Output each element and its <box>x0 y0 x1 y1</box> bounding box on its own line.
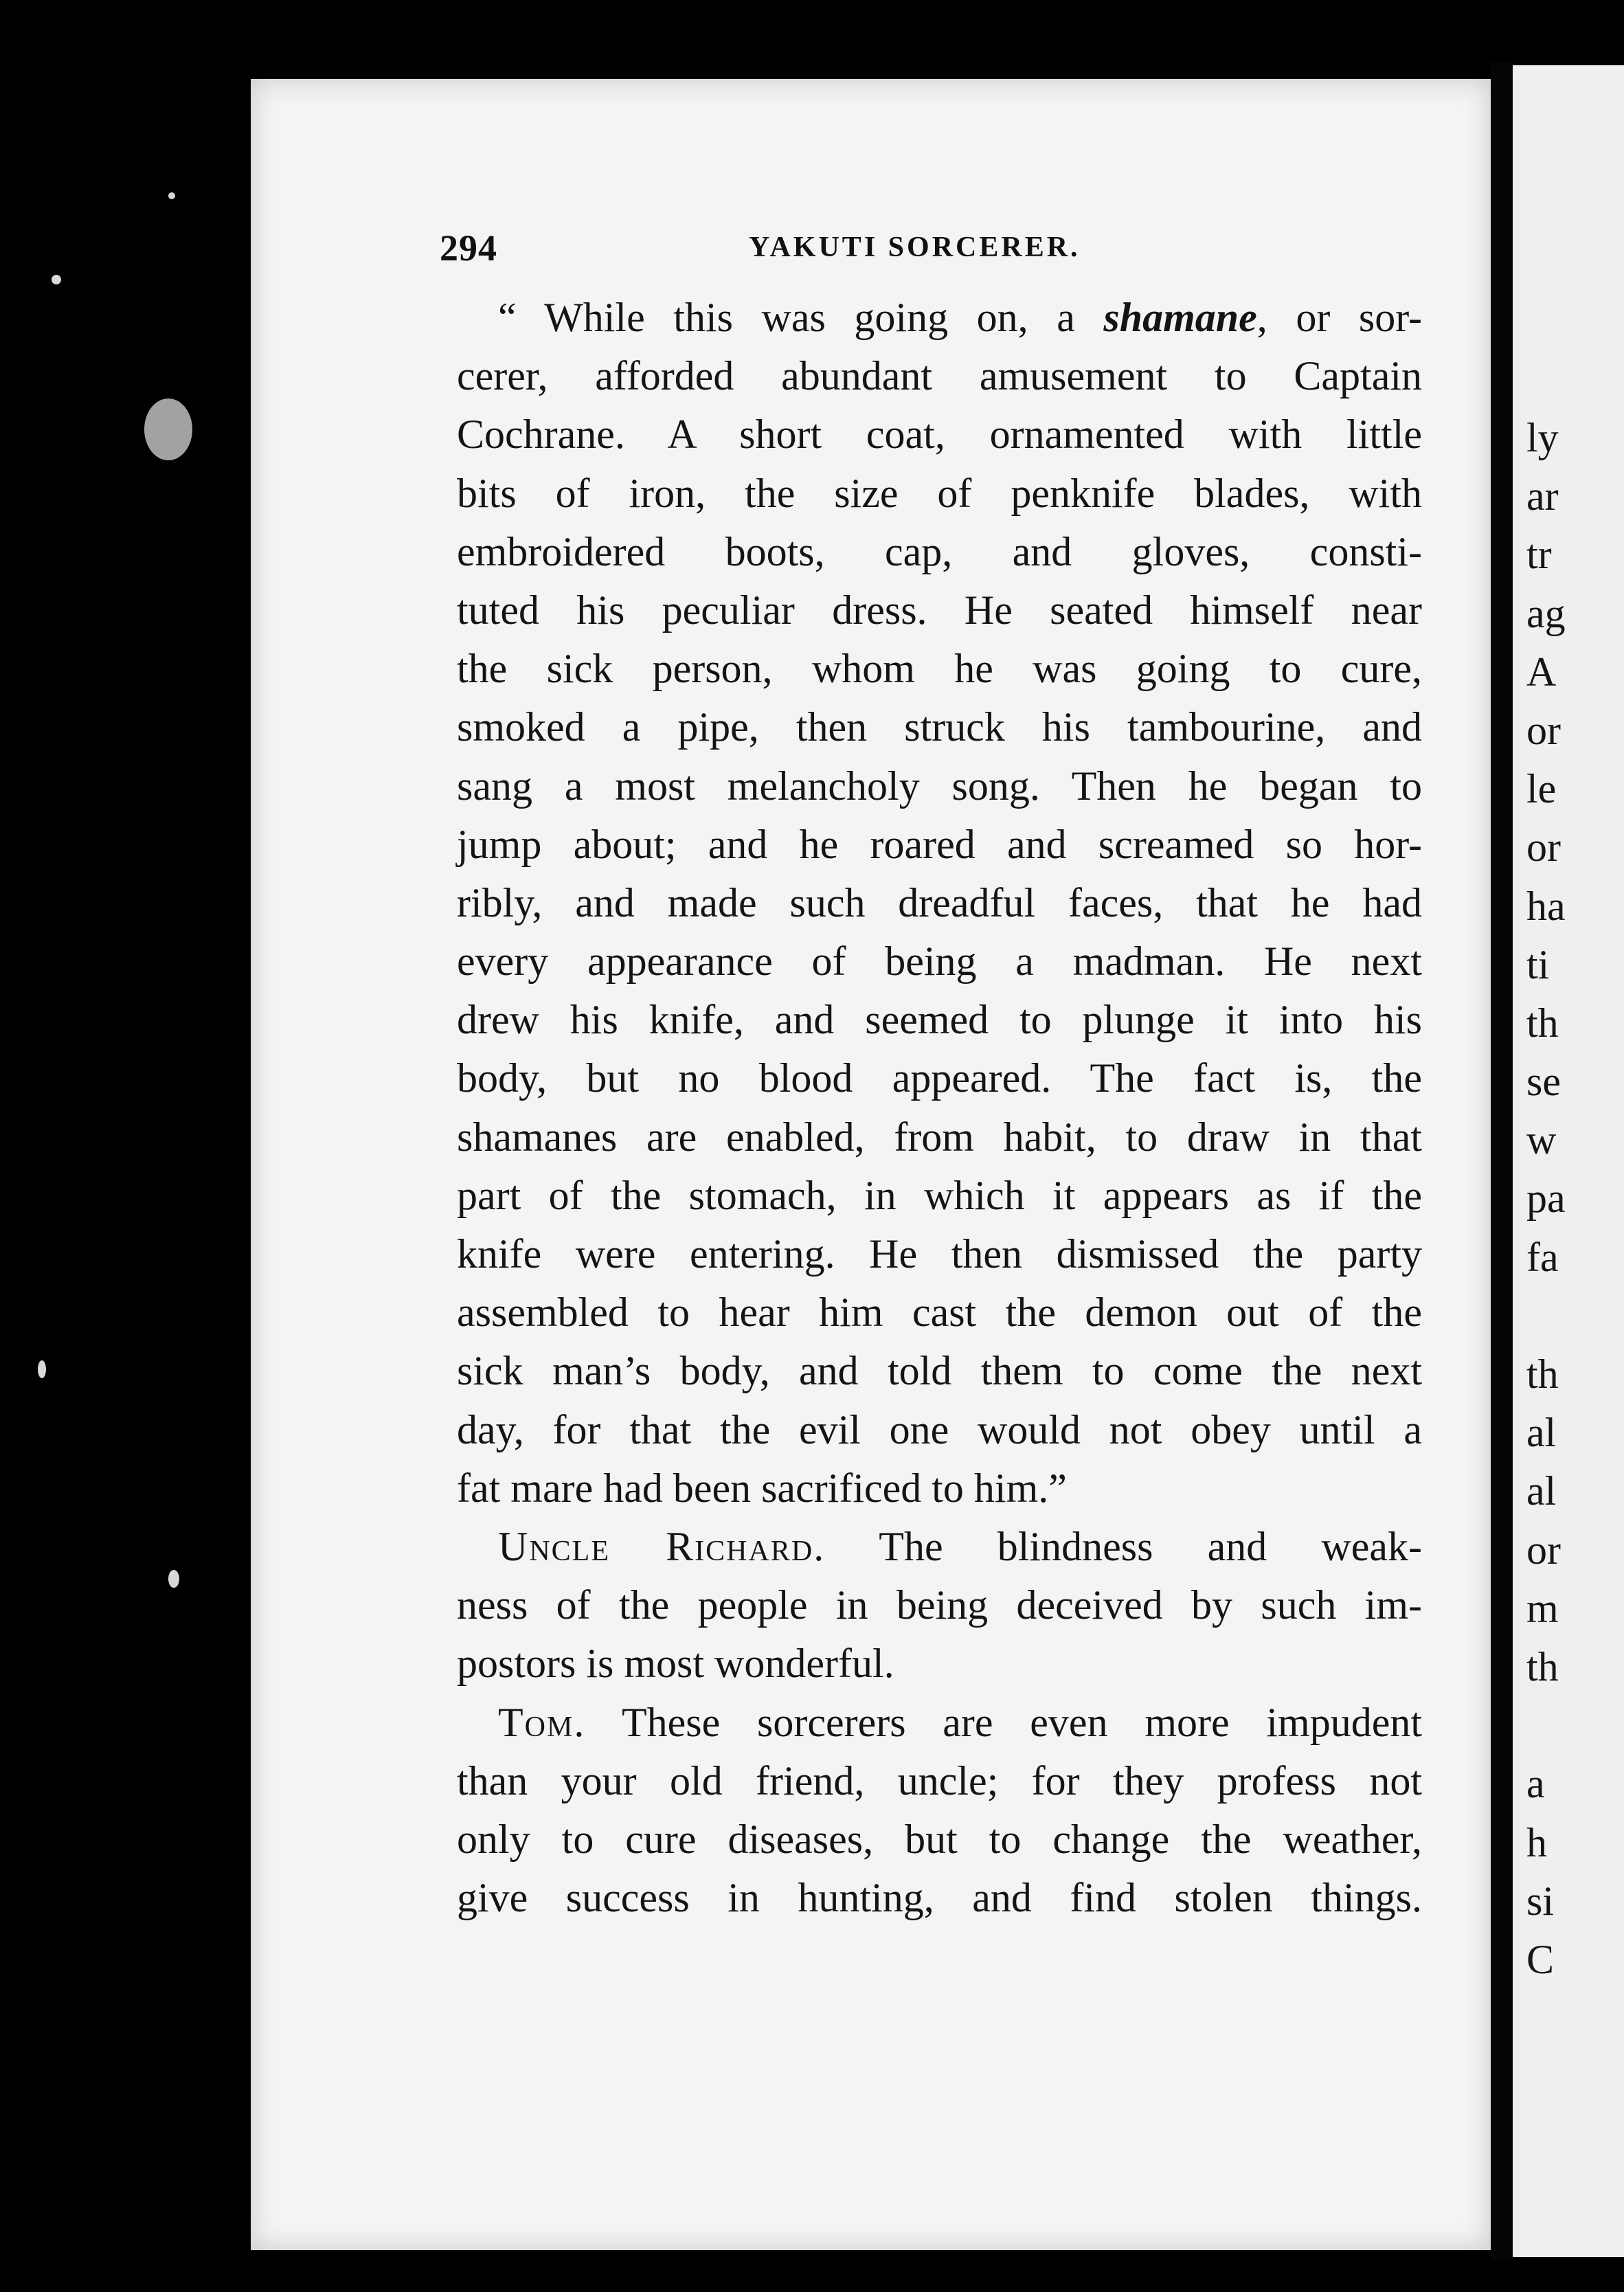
facing-line: A <box>1526 649 1557 695</box>
facing-line: le <box>1526 766 1557 812</box>
text-line: “ While this was going on, a shamane, or sor- <box>498 295 1422 340</box>
facing-line: al <box>1526 1410 1557 1456</box>
speaker-name: Uncle Richard. <box>498 1523 826 1569</box>
facing-line: si <box>1526 1878 1555 1924</box>
text-line: part of the stomach, in which it appears as if the <box>457 1172 1422 1218</box>
dust-speck <box>38 1360 46 1378</box>
text-line: only to cure diseases, but to change the weather, <box>457 1816 1422 1862</box>
facing-line: th <box>1526 1000 1559 1046</box>
page-number: 294 <box>440 227 497 269</box>
facing-line: th <box>1526 1351 1559 1397</box>
facing-line <box>1526 1696 1566 1755</box>
facing-line: m <box>1526 1585 1559 1631</box>
running-head: YAKUTI SORCERER. <box>749 232 1081 263</box>
facing-line: ha <box>1526 883 1566 929</box>
facing-line: al <box>1526 1468 1557 1514</box>
book-gutter <box>1491 62 1513 2260</box>
text-line: tuted his peculiar dress. He seated himself near <box>457 587 1422 633</box>
text-line: embroidered boots, cap, and gloves, consti- <box>457 528 1422 574</box>
text-line: knife were entering. He then dismissed the party <box>457 1231 1422 1277</box>
text-line: assembled to hear him cast the demon out of the <box>457 1290 1422 1336</box>
text-line: Cochrane. A short coat, ornamented with little <box>457 412 1422 458</box>
facing-line: w <box>1526 1117 1557 1163</box>
speaker-name: Tom. <box>498 1699 586 1745</box>
text-line: postors is most wonderful. <box>457 1641 894 1687</box>
dust-speck <box>144 398 192 460</box>
facing-line: pa <box>1526 1176 1566 1222</box>
text-line: ribly, and made such dreadful faces, that he had <box>457 879 1422 925</box>
text-line <box>457 1518 1422 1576</box>
dust-speck <box>168 192 175 199</box>
text-line: every appearance of being a madman. He next <box>457 939 1422 985</box>
text-line: jump about; and he roared and screamed so hor- <box>457 821 1422 867</box>
dialogue-paragraph <box>457 1694 1422 1928</box>
text-line: the sick person, whom he was going to cure, <box>457 646 1422 692</box>
facing-line: or <box>1526 1527 1561 1573</box>
text-line <box>457 1694 1422 1752</box>
italic-term: shamane <box>1103 295 1257 340</box>
facing-line: th <box>1526 1643 1559 1689</box>
facing-line: ag <box>1526 590 1566 636</box>
text-line: bits of iron, the size of penknife blades, with <box>457 470 1422 516</box>
body-text <box>457 289 1422 1927</box>
dust-speck <box>52 275 61 284</box>
dialogue-paragraph <box>457 1518 1422 1694</box>
speech-text: The blindness and weak- <box>825 1523 1422 1569</box>
text-line: day, for that the evil one would not obey until a <box>457 1406 1422 1452</box>
text-line: sang a most melancholy song. Then he began to <box>457 763 1422 809</box>
facing-line: fa <box>1526 1234 1559 1280</box>
facing-line: ti <box>1526 941 1550 987</box>
facing-line: tr <box>1526 532 1552 578</box>
facing-line: a <box>1526 1761 1545 1807</box>
facing-line: h <box>1526 1819 1547 1865</box>
text-line: drew his knife, and seemed to plunge it into his <box>457 997 1422 1043</box>
facing-page-text <box>1526 409 1566 1989</box>
text-line: smoked a pipe, then struck his tambourine, and <box>457 704 1422 750</box>
facing-line: ly <box>1526 415 1559 460</box>
text-line: cerer, afforded abundant amusement to Captain <box>457 353 1422 399</box>
text-line: shamanes are enabled, from habit, to draw in that <box>457 1114 1422 1160</box>
text-line: ness of the people in being deceived by such im- <box>457 1582 1422 1628</box>
dust-speck <box>168 1570 179 1588</box>
facing-line: C <box>1526 1936 1555 1982</box>
page-header <box>440 227 1168 275</box>
text-line: than your old friend, uncle; for they profess not <box>457 1757 1422 1804</box>
text-line: give success in hunting, and find stolen things. <box>457 1875 1422 1921</box>
facing-line: se <box>1526 1059 1561 1105</box>
text-line: fat mare had been sacrificed to him.” <box>457 1465 1067 1511</box>
facing-line <box>1526 1287 1566 1345</box>
facing-page <box>1513 65 1624 2257</box>
facing-line: or <box>1526 707 1561 753</box>
facing-line: or <box>1526 824 1561 870</box>
text-line: body, but no blood appeared. The fact is, the <box>457 1055 1422 1101</box>
facing-line: ar <box>1526 473 1559 519</box>
speech-text: These sorcerers are even more impudent <box>585 1699 1422 1745</box>
text-line: sick man’s body, and told them to come the next <box>457 1348 1422 1394</box>
quoted-paragraph <box>457 289 1422 1518</box>
